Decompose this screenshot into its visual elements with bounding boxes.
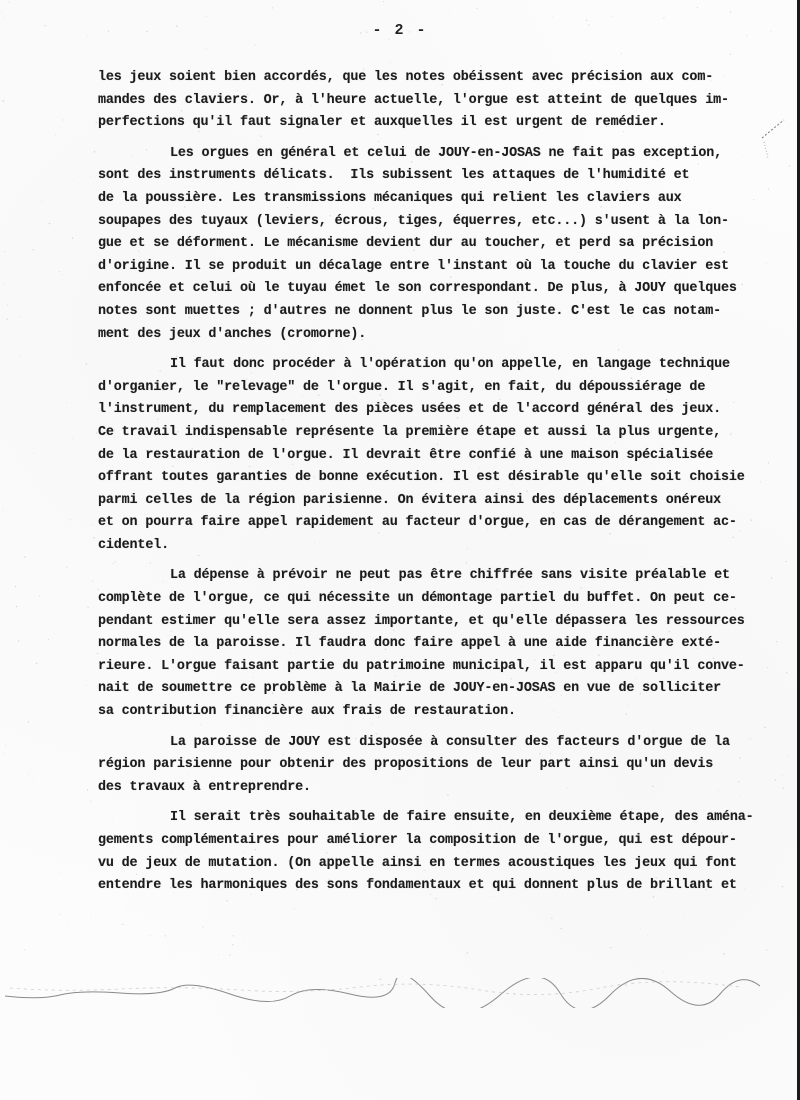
line-text: d'organier, le "relevage" de l'orgue. Il s'agit, en fait, du dépoussiérage de (98, 379, 706, 395)
text-line (98, 777, 788, 800)
speckle (467, 952, 468, 953)
line-text: Il serait très souhaitable de faire ensuite, en deuxième étape, des aména- (170, 810, 754, 826)
speckle (272, 7, 273, 8)
speckle (551, 918, 552, 919)
text-line (98, 512, 788, 535)
speckle (3, 17, 4, 18)
speckle (206, 48, 207, 49)
line-text: région parisienne pour obtenir des propositions de leur part ainsi qu'un devis (98, 757, 714, 773)
paragraph-gap (98, 557, 788, 565)
speckle (122, 924, 123, 925)
line-text: et on pourra faire appel rapidement au facteur d'orgue, en cas de dérangement ac- (98, 515, 737, 531)
line-text: offrant toutes garanties de bonne exécution. Il est désirable qu'elle soit choisie (98, 470, 745, 486)
speckle (96, 122, 97, 123)
speckle (13, 633, 14, 634)
speckle (218, 954, 219, 955)
text-line (98, 633, 788, 656)
speckle (5, 745, 6, 746)
speckle (2, 510, 3, 511)
speckle (730, 11, 732, 13)
text-line (98, 67, 788, 90)
speckle (66, 567, 67, 568)
text-line (98, 143, 788, 166)
speckle (232, 944, 233, 945)
speckle (435, 898, 436, 899)
line-text: soupapes des tuyaux (leviers, écrous, tiges, équerres, etc...) s'usent à la lon- (98, 213, 729, 229)
speckle (281, 973, 282, 974)
line-text: normales de la paroisse. Il faudra donc faire appel à une aide financière exté- (98, 636, 721, 652)
speckle (233, 935, 234, 936)
speckle (15, 586, 16, 587)
speckle (672, 15, 673, 16)
text-line (98, 467, 788, 490)
paragraph-gap (98, 346, 788, 354)
text-line (98, 535, 788, 558)
speckle (206, 16, 207, 17)
speckle (86, 685, 87, 686)
speckle (730, 54, 731, 55)
line-text: sont des instruments délicats. Ils subissent les attaques de l'humidité et (98, 168, 690, 184)
text-line (98, 324, 788, 347)
paragraph (98, 354, 788, 557)
line-text: gements complémentaires pour améliorer la composition de l'orgue, qui est dépour- (98, 833, 737, 848)
line-text: cidentel. (98, 537, 169, 553)
speckle (70, 519, 71, 520)
speckle (49, 223, 51, 225)
speckle (611, 16, 612, 17)
text-line (98, 233, 788, 256)
text-line (98, 588, 788, 611)
speckle (610, 947, 611, 948)
speckle (561, 928, 563, 930)
paragraph (98, 565, 788, 723)
text-line (98, 377, 788, 400)
speckle (33, 781, 34, 782)
text-line (98, 754, 788, 777)
speckle (476, 8, 477, 9)
speckle (8, 1, 9, 2)
speckle (63, 119, 64, 120)
paragraph-gap (98, 135, 788, 143)
speckle (586, 20, 588, 22)
speckle (683, 916, 684, 917)
speckle (72, 237, 73, 238)
speckle (94, 151, 96, 153)
speckle (39, 595, 40, 596)
line-text: de la poussière. Les transmissions mécaniques qui relient les claviers aux (98, 190, 682, 206)
speckle (48, 639, 49, 640)
line-text: Les orgues en général et celui de JOUY-en-JOSAS ne fait pas exception, (170, 145, 722, 161)
paragraph (98, 807, 788, 897)
paragraph-gap (98, 724, 788, 732)
speckle (59, 872, 60, 873)
speckle (94, 826, 95, 827)
speckle (87, 607, 88, 608)
speckle (18, 640, 19, 641)
line-text: enfoncée et celui où le tuyau émet le son correspondant. De plus, à JOUY quelques (98, 281, 737, 297)
speckle (766, 950, 767, 951)
speckle (390, 62, 391, 63)
paragraph (98, 67, 788, 135)
speckle (68, 925, 69, 926)
line-text: pendant estimer qu'elle sera assez importante, et qu'elle dépassera les ressources (98, 613, 745, 629)
speckle (66, 402, 67, 403)
speckle (81, 516, 82, 517)
line-text: mandes des claviers. Or, à l'heure actuelle, l'orgue est atteint de quelques im- (98, 92, 729, 108)
speckle (87, 789, 89, 791)
document-body (98, 67, 788, 898)
text-line (98, 445, 788, 468)
speckle (28, 774, 29, 775)
speckle (92, 581, 93, 582)
speckle (24, 949, 25, 950)
speckle (59, 271, 60, 272)
speckle (150, 935, 151, 936)
text-line (98, 301, 788, 324)
text-line (98, 656, 788, 679)
line-text: nait de soumettre ce problème à la Mairie de JOUY-en-JOSAS en vue de solliciter (98, 681, 721, 697)
speckle (24, 556, 25, 557)
speckle (450, 14, 451, 15)
speckle (90, 801, 91, 802)
speckle (62, 274, 63, 275)
text-line (98, 853, 788, 876)
speckle (90, 176, 91, 177)
speckle (591, 63, 592, 64)
text-line (98, 732, 788, 755)
speckle (20, 355, 21, 356)
speckle (33, 453, 34, 454)
speckle (92, 524, 93, 525)
text-line (98, 211, 788, 234)
text-line (98, 490, 788, 513)
speckle (36, 663, 38, 665)
line-text: La paroisse de JOUY est disposée à consulter des facteurs d'orgue de la (170, 734, 730, 750)
line-text: d'origine. Il se produit un décalage entre l'instant où la touche du clavier est (98, 258, 729, 274)
speckle (647, 935, 648, 936)
speckle (32, 249, 33, 250)
speckle (202, 926, 203, 927)
text-line (98, 678, 788, 701)
speckle (697, 7, 698, 8)
speckle (96, 14, 97, 15)
speckle (226, 900, 227, 901)
text-line (98, 611, 788, 634)
speckle (28, 721, 29, 722)
speckle (641, 929, 642, 930)
text-line (98, 807, 788, 830)
speckle (382, 907, 383, 908)
paragraph (98, 143, 788, 346)
speckle (165, 935, 166, 936)
line-text: perfections qu'il faut signaler et auxquelles il est urgent de remédier. (98, 115, 666, 131)
paragraph (98, 732, 788, 800)
text-line (98, 112, 788, 135)
line-text: complète de l'orgue, ce qui nécessite un démontage partiel du buffet. On peut ce- (98, 591, 737, 607)
text-line (98, 399, 788, 422)
speckle (6, 319, 7, 320)
text-line (98, 256, 788, 279)
speckle (243, 939, 244, 940)
line-text: gue et se déforment. Le mécanisme devient dur au toucher, et perd sa précision (98, 236, 714, 252)
speckle (46, 870, 47, 871)
speckle (20, 317, 21, 318)
text-line (98, 90, 788, 113)
text-line (98, 354, 788, 377)
text-line (98, 875, 788, 898)
speckle (3, 100, 5, 102)
speckle (724, 953, 726, 955)
speckle (55, 134, 56, 135)
line-text: Il faut donc procéder à l'opération qu'on appelle, en langage technique (170, 357, 730, 373)
line-text: ment des jeux d'anches (cromorne). (98, 326, 367, 342)
text-line (98, 565, 788, 588)
speckle (4, 753, 5, 754)
speckle (90, 914, 91, 915)
text-line (98, 188, 788, 211)
speckle (93, 537, 95, 539)
speckle (64, 522, 65, 523)
speckle (663, 971, 664, 972)
speckle (30, 770, 31, 771)
speckle (86, 363, 88, 365)
speckle (47, 815, 48, 816)
text-line (98, 830, 788, 853)
speckle (4, 283, 5, 284)
line-text: sa contribution financière aux frais de restauration. (98, 704, 516, 720)
line-text: vu de jeux de mutation. (On appelle ainsi en termes acoustiques les jeux qui font (98, 855, 737, 871)
paragraph-gap (98, 799, 788, 807)
text-line (98, 422, 788, 445)
line-text: l'instrument, du remplacement des pièces usées et de l'accord général des jeux. (98, 402, 721, 418)
speckle (66, 77, 67, 78)
speckle (60, 914, 61, 915)
speckle (7, 305, 8, 306)
text-line (98, 165, 788, 188)
speckle (552, 17, 553, 18)
speckle (0, 12, 1, 13)
page-number: - 2 - (372, 22, 428, 39)
speckle (4, 251, 5, 252)
speckle (663, 17, 664, 18)
speckle (147, 43, 148, 44)
line-text: parmi celles de la région parisienne. On évitera ainsi des déplacements onéreux (98, 492, 721, 508)
text-line (98, 701, 788, 724)
speckle (621, 53, 622, 54)
speckle (72, 438, 73, 439)
speckle (402, 976, 403, 977)
speckle (68, 56, 69, 57)
text-line (98, 278, 788, 301)
speckle (42, 201, 43, 202)
line-text: entendre les harmoniques des sons fondamentaux et qui donnent plus de brillant et (98, 878, 737, 894)
speckle (2, 515, 3, 516)
line-text: de la restauration de l'orgue. Il devrait être confié à une maison spécialisée (98, 447, 714, 463)
pencil-mark (760, 112, 790, 172)
line-text: La dépense à prévoir ne peut pas être chiffrée sans visite préalable et (170, 568, 730, 584)
speckle (16, 606, 18, 608)
line-text: notes sont muettes ; d'autres ne donnent plus le son juste. C'est le cas notam- (98, 303, 721, 319)
speckle (383, 1, 384, 2)
speckle (294, 909, 295, 910)
line-text: rieure. L'orgue faisant partie du patrimoine municipal, il est apparu qu'il conve- (98, 658, 745, 674)
line-text: des travaux à entreprendre. (98, 779, 311, 795)
speckle (10, 134, 11, 135)
line-text: Ce travail indispensable représente la première étape et aussi la plus urgente, (98, 424, 721, 440)
line-text: les jeux soient bien accordés, que les notes obéissent avec précision aux com- (98, 70, 714, 85)
torn-paper-edge (0, 978, 780, 1008)
speckle (229, 954, 230, 955)
speckle (255, 44, 256, 45)
speckle (72, 179, 73, 180)
